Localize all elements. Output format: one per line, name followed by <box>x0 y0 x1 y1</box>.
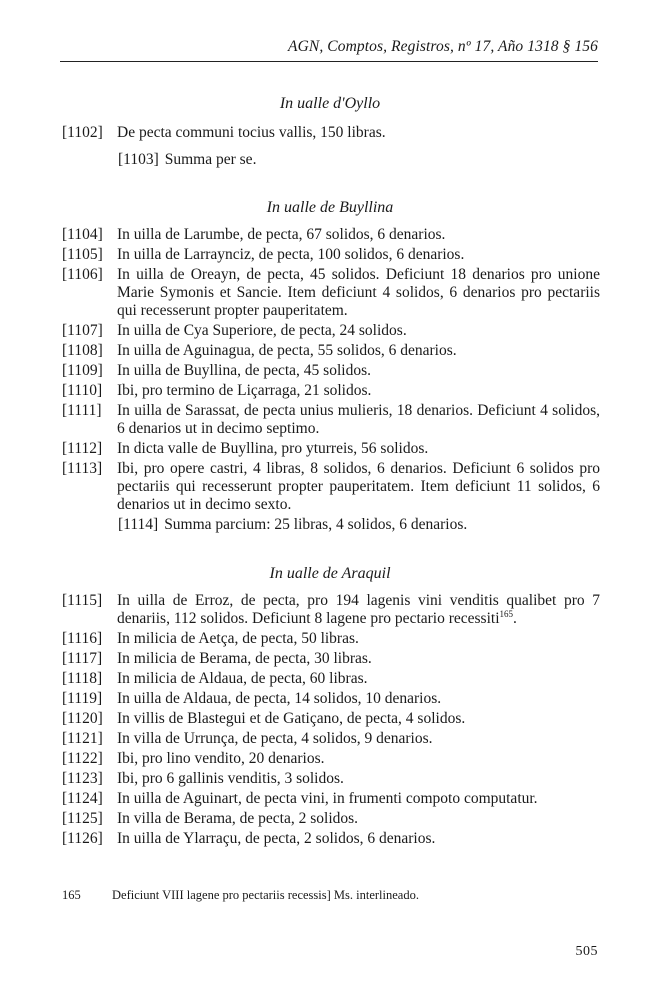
entry-number: [1117] <box>62 650 103 667</box>
entry-number: [1124] <box>62 790 103 807</box>
entry <box>62 690 600 708</box>
entry <box>62 710 600 728</box>
entry-text: In uilla de Sarassat, de pecta unius mulieris, 18 denarios. Deficiunt 4 solidos, 6 denarios ut in decimo septimo. <box>117 402 600 437</box>
entry-number: [1110] <box>62 382 103 399</box>
entry <box>62 322 600 340</box>
section-title: In ualle d'Oyllo <box>279 95 381 112</box>
entry-text: Ibi, pro termino de Liçarraga, 21 solidos. <box>117 382 372 399</box>
entry <box>62 246 600 264</box>
entry <box>62 810 600 828</box>
entry <box>62 790 600 808</box>
entry-number: [1102] <box>62 124 103 141</box>
section-title: In ualle de Buyllina <box>266 199 394 216</box>
entry-text: In uilla de Aguinagua, de pecta, 55 solidos, 6 denarios. <box>117 342 457 359</box>
section-title: In ualle de Araquil <box>269 565 391 582</box>
footnote-text: Deficiunt VIII lagene pro pectariis recessis] Ms. interlineado. <box>112 888 419 902</box>
entry <box>62 670 600 688</box>
entry-number: [1122] <box>62 750 103 767</box>
entry-text-main: In uilla de Erroz, de pecta, pro 194 lagenis vini venditis qualibet pro 7 denariis, 112 solidos. Deficiunt 8 lagene pro pectario recessiti <box>117 592 600 627</box>
entry <box>62 460 600 514</box>
entry-text: In milicia de Aldaua, de pecta, 60 libras. <box>117 670 368 687</box>
entry-text: In uilla de Aguinart, de pecta vini, in frumenti compoto computatur. <box>117 790 538 807</box>
footnote-number: 165 <box>62 888 81 902</box>
footnote-ref: 165 <box>499 608 514 619</box>
entry-list <box>62 124 600 144</box>
entry <box>62 266 600 320</box>
entry-text: Ibi, pro 6 gallinis venditis, 3 solidos. <box>117 770 344 787</box>
header-rule <box>60 61 598 62</box>
entry-number: [1105] <box>62 246 103 263</box>
entry <box>62 750 600 768</box>
entry-number: [1115] <box>62 592 103 609</box>
summa-line <box>118 516 467 534</box>
entry-number: [1119] <box>62 690 103 707</box>
summa-line <box>118 151 256 169</box>
entry-number: [1118] <box>62 670 103 687</box>
entry-number: [1113] <box>62 460 103 477</box>
summa-text: Summa per se. <box>164 151 257 168</box>
entry <box>62 124 600 142</box>
entry-number: [1126] <box>62 830 103 847</box>
entry-number: [1121] <box>62 730 103 747</box>
page-number: 505 <box>575 944 598 959</box>
entry <box>62 382 600 400</box>
entry <box>62 630 600 648</box>
entry <box>62 342 600 360</box>
entry-list <box>62 226 600 516</box>
entry-text: In villa de Berama, de pecta, 2 solidos. <box>117 810 359 827</box>
entry-text <box>117 592 600 628</box>
entry <box>62 730 600 748</box>
entry-text: In uilla de Ylarraçu, de pecta, 2 solidos, 6 denarios. <box>117 830 436 847</box>
summa-text: Summa parcium: 25 libras, 4 solidos, 6 denarios. <box>164 516 468 533</box>
entry <box>62 830 600 848</box>
entry <box>62 650 600 668</box>
entry <box>62 226 600 244</box>
entry-number: [1106] <box>62 266 103 283</box>
entry <box>62 770 600 788</box>
entry-text: In milicia de Berama, de pecta, 30 libras. <box>117 650 372 667</box>
entry-number: [1120] <box>62 710 103 727</box>
entry-text: In villa de Urrunça, de pecta, 4 solidos, 9 denarios. <box>117 730 433 747</box>
entry-text: In uilla de Cya Superiore, de pecta, 24 solidos. <box>117 322 407 339</box>
entry-number: [1104] <box>62 226 103 243</box>
entry-text: Ibi, pro opere castri, 4 libras, 8 solidos, 6 denarios. Deficiunt 6 solidos pro pectariis qui recesserunt propter pauperitatem. Item deficiunt 11 solidos, 6 denarios ut in decimo sexto. <box>117 460 600 513</box>
entry-text: In dicta valle de Buyllina, pro yturreis, 56 solidos. <box>117 440 429 457</box>
entry-text: In uilla de Oreayn, de pecta, 45 solidos. Deficiunt 18 denarios pro unione Marie Symonis et Sancie. Item deficiunt 4 solidos, 6 denarios pro pectariis qui recesserunt propter pauperitatem. <box>117 266 600 319</box>
entry <box>62 440 600 458</box>
entry <box>62 362 600 380</box>
entry-number: [1123] <box>62 770 103 787</box>
entry-text: Ibi, pro lino vendito, 20 denarios. <box>117 750 325 767</box>
entry-text: In uilla de Larraynciz, de pecta, 100 solidos, 6 denarios. <box>117 246 465 263</box>
entry <box>62 592 600 628</box>
entry-list <box>62 592 600 850</box>
entry-number: [1108] <box>62 342 103 359</box>
footnote <box>62 888 419 903</box>
entry-text-end: . <box>513 610 517 627</box>
entry-text: In uilla de Aldaua, de pecta, 14 solidos, 10 denarios. <box>117 690 442 707</box>
running-head: AGN, Comptos, Registros, nº 17, Año 1318 § 156 <box>288 38 598 55</box>
entry-number: [1116] <box>62 630 103 647</box>
summa-number: [1103] <box>118 151 159 168</box>
entry-number: [1111] <box>62 402 102 419</box>
entry-text: In uilla de Larumbe, de pecta, 67 solidos, 6 denarios. <box>117 226 446 243</box>
entry-text: In milicia de Aetça, de pecta, 50 libras. <box>117 630 359 647</box>
entry <box>62 402 600 438</box>
entry-number: [1112] <box>62 440 103 457</box>
entry-number: [1125] <box>62 810 103 827</box>
entry-text: In villis de Blastegui et de Gatiçano, de pecta, 4 solidos. <box>117 710 466 727</box>
entry-text: In uilla de Buyllina, de pecta, 45 solidos. <box>117 362 371 379</box>
summa-number: [1114] <box>118 516 159 533</box>
entry-text: De pecta communi tocius vallis, 150 libras. <box>117 124 386 141</box>
entry-number: [1109] <box>62 362 103 379</box>
entry-number: [1107] <box>62 322 103 339</box>
